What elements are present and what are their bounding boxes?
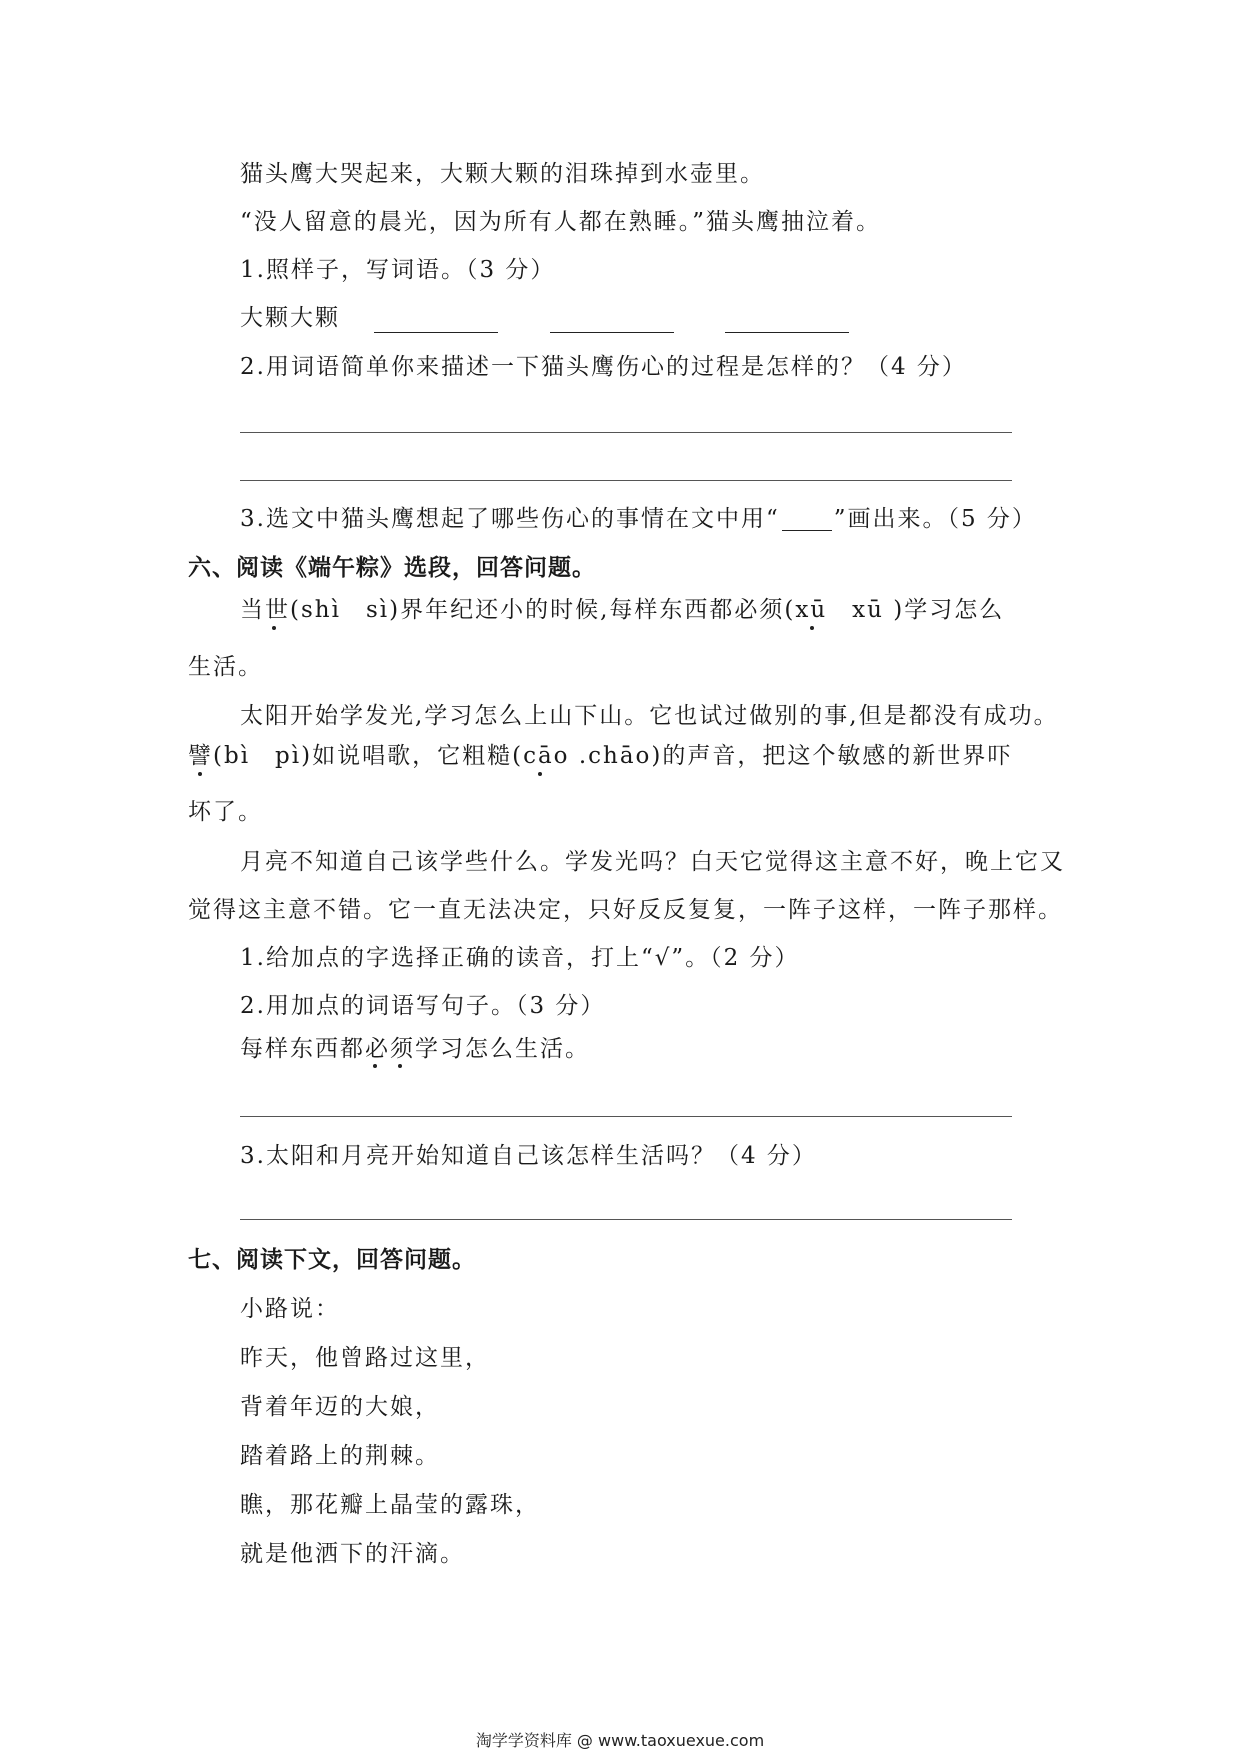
footer-watermark: 淘学学资料库 @ www.taoxuexue.com [475, 1731, 765, 1750]
answer-line[interactable] [240, 480, 1012, 481]
example-sentence: 每样东西都必须学习怎么生活。 [240, 1036, 590, 1062]
answer-line[interactable] [240, 432, 1012, 433]
underline-mark [782, 510, 832, 531]
section-6-heading: 六、阅读《端午粽》选段，回答问题。 [188, 555, 596, 581]
example-word: 大颗大颗 [240, 305, 340, 331]
emphasis-dot [810, 626, 814, 630]
answer-blank[interactable] [374, 332, 498, 333]
emphasis-dot [538, 772, 542, 776]
section-7-heading: 七、阅读下文，回答问题。 [188, 1247, 476, 1273]
answer-line[interactable] [240, 1116, 1012, 1117]
question-6-2: 2.用加点的词语写句子。（3 分） [240, 993, 606, 1019]
passage-line: 坏了。 [188, 799, 263, 825]
poem-line: 昨天，他曾路过这里， [240, 1345, 490, 1371]
passage-line: 月亮不知道自己该学些什么。学发光吗？白天它觉得这主意不好，晚上它又 [240, 849, 1065, 875]
poem-line: 踏着路上的荆棘。 [240, 1443, 440, 1469]
passage-line: 觉得这主意不错。它一直无法决定，只好反反复复，一阵子这样，一阵子那样。 [188, 897, 1063, 923]
answer-blank[interactable] [550, 332, 674, 333]
passage-line: 生活。 [188, 654, 263, 680]
poem-line: 瞧，那花瓣上晶莹的露珠， [240, 1492, 540, 1518]
emphasis-dot [373, 1064, 377, 1068]
question-6-1: 1.给加点的字选择正确的读音，打上“√”。（2 分） [240, 945, 800, 971]
question-5-3: 3.选文中猫头鹰想起了哪些伤心的事情在文中用“ ”画出来。（5 分） [240, 506, 1037, 532]
poem-line: 背着年迈的大娘， [240, 1394, 440, 1420]
emphasis-dot [272, 626, 276, 630]
emphasis-dot [398, 1064, 402, 1068]
passage-line: 猫头鹰大哭起来，大颗大颗的泪珠掉到水壶里。 [240, 161, 765, 187]
answer-line[interactable] [240, 1219, 1012, 1220]
passage-line: 譬(bì pì)如说唱歌，它粗糙(cāo .chāo)的声音，把这个敏感的新世界吓 [188, 743, 1013, 769]
passage-line: 太阳开始学发光,学习怎么上山下山。它也试过做别的事,但是都没有成功。 [240, 703, 1059, 729]
question-5-2: 2.用词语简单你来描述一下猫头鹰伤心的过程是怎样的？（4 分） [240, 354, 967, 380]
passage-line: 当世(shì sì)界年纪还小的时候,每样东西都必须(xū xū )学习怎么 [240, 597, 1005, 623]
emphasis-dot [198, 772, 202, 776]
question-6-3: 3.太阳和月亮开始知道自己该怎样生活吗？（4 分） [240, 1143, 817, 1169]
passage-line: “没人留意的晨光，因为所有人都在熟睡。”猫头鹰抽泣着。 [240, 209, 882, 235]
question-5-1: 1.照样子，写词语。（3 分） [240, 257, 556, 283]
poem-line: 就是他洒下的汗滴。 [240, 1541, 465, 1567]
poem-line: 小路说： [240, 1296, 340, 1322]
answer-blank[interactable] [725, 332, 849, 333]
